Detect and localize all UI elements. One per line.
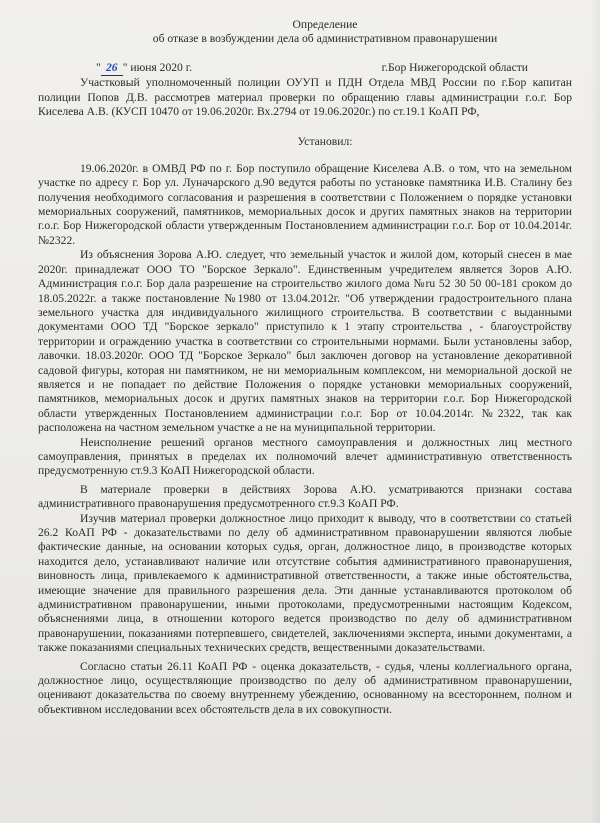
document-date: [96, 61, 192, 76]
document-subtitle: об отказе в возбуждении дела об административном правонарушении: [152, 32, 498, 46]
paragraph-1: 19.06.2020г. в ОМВД РФ по г. Бор поступило обращение Киселева А.В. о том, что на земельном участке по адресу г. Бор ул. Луначарского д.90 ведутся работы по установке памятника И.В. Сталину без получения необходимого согласования и разрешения в соответствии с Положением о порядке установки мемориальных сооружений, памятников, мемориальных досок и других памятных знаков на территории г.о.г. Бор Нижегородской области утвержденным Постановлением администрации г.о.г. Бор от 10.04.2014г. №2322.: [38, 161, 572, 247]
intro-paragraph: Участковый уполномоченный полиции ОУУП и ПДН Отдела МВД России по г.Бор капитан полиции Попов Д.В. рассмотрев материал проверки по обращению главы администрации г.о.г. Бор Киселева А.В. (КУСП 10470 от 19.06.2020г. Вх.2794 от 19.06.2020г.) по ст.19.1 КоАП РФ,: [38, 76, 572, 119]
date-day-handwritten: 26: [101, 61, 123, 76]
paragraph-3: Неисполнение решений органов местного самоуправления и должностных лиц местного самоуправления, принятых в пределах их полномочий влечет административную ответственность предусмотренную ст.9.3 КоАП Нижегородской области.: [38, 435, 572, 478]
scan-edge-shadow: [590, 0, 600, 823]
section-heading: Установил:: [297, 135, 353, 149]
paragraph-2: Из объяснения Зорова А.Ю. следует, что земельный участок и жилой дом, который снесен в мае 2020г. принадлежат ООО ТО "Борское Зеркало". Единственным учредителем является Зоров А.Ю. Администрация г.о.г. Бор дала разрешение на строительство жилого дома №ru 52 30 50 00-181 сроком до 18.05.2022г. а также постановление №1980 от 13.04.2012г. "Об утверждении градостроительного плана земельного участка для индивидуального жилищного строительства. В соответствии с выданными документами ООО ТД "Борское зеркало" приступило к 1 этапу строительства , - благоустройству территории и ограждению участка в соответствии со строительными нормами. Были установлены забор, лавочки. 18.03.2020г. ООО ТД "Борское Зеркало" был заключен договор на установление декоративной садовой фигуры, которая ни памятником, не ни мемориальным комплексом, ни мемориальной доской не является и не попадает по действие Положения о порядке установки мемориальных сооружений, памятников, мемориальных досок и других памятных знаков на территории г.о.г. Бор Нижегородской области утвержденных Постановлением администрации г.о.г. Бор от 10.04.2014г. №2322, так как расположена на частном земельном участке а не на муниципальной территории.: [38, 248, 572, 435]
date-month-year: июня 2020 г.: [127, 60, 193, 74]
date-open-quote: ": [96, 60, 101, 74]
date-close-quote: ": [122, 60, 128, 74]
document-place: г.Бор Нижегородской области: [381, 60, 528, 74]
paragraph-4: В материале проверки в действиях Зорова А.Ю. усматриваются признаки состава административного правонарушения предусмотренного ст.9.3 КоАП РФ.: [38, 482, 572, 511]
date-place-line: [38, 61, 572, 76]
paragraph-5: Изучив материал проверки должностное лицо приходит к выводу, что в соответствии со статьей 26.2 КоАП РФ - доказательствами по делу об административном правонарушении являются любые фактические данные, на основании которых судья, орган, должностное лицо, в производстве которых находится дело, устанавливают наличие или отсутствие события административного правонарушения, виновность лица, привлекаемого к административной ответственности, а также иные обстоятельства, имеющие значение для правильного разрешения дела. Эти данные устанавливаются протоколом об административном правонарушении, иными протоколами, предусмотренными настоящим Кодексом, объяснениями лица, в отношении которого ведется производство по делу об административном правонарушении, показаниями потерпевшего, свидетелей, заключениями эксперта, иными документами, а также показаниями специальных технических средств, вещественными доказательствами.: [38, 511, 572, 655]
document-title: Определение: [292, 18, 358, 31]
paragraph-6: Согласно статьи 26.11 КоАП РФ - оценка доказательств, - судья, члены коллегиального органа, должностное лицо, осуществляющие производство по делу об административном правонарушении, оценивают доказательства по своему внутреннему убеждению, основанному на всестороннем, полном и объективном исследовании всех обстоятельств дела в их совокупности.: [38, 659, 572, 716]
